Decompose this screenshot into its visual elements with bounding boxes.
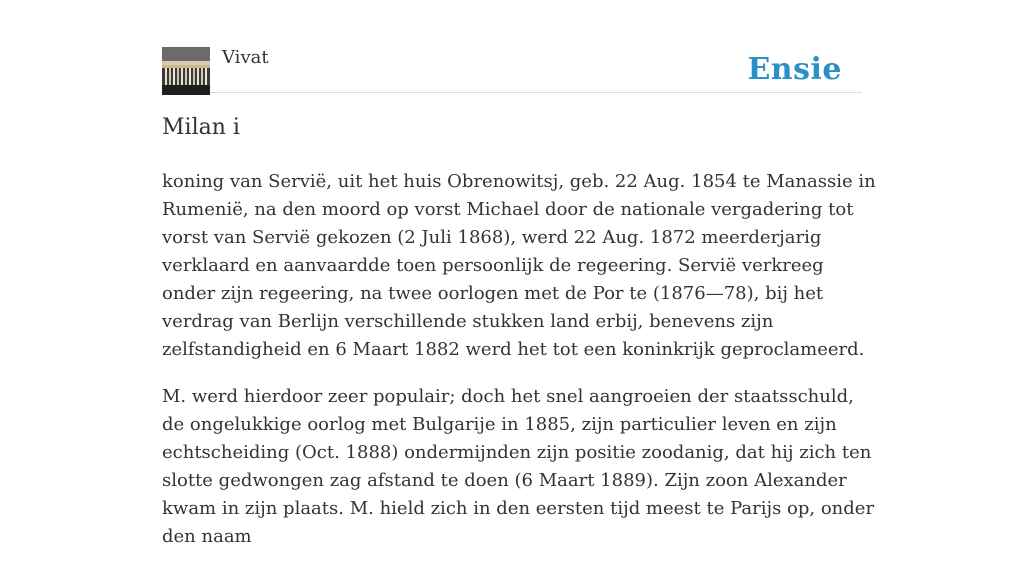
article-paragraph: M. werd hierdoor zeer populair; doch het snel aangroeien der staatsschuld, de ongelukkige oorlog met Bulgarije in 1885, zijn particulier leven en zijn echtscheiding (Oct. 1888) ondermijnden zijn positie zoodanig, dat hij zich ten slotte gedwongen zag afstand te doen (6 Maart 1889). Zijn zoon Alexander kwam in zijn plaats. M. hield zich in den eersten tijd meest te Parijs op, onder den naam <box>162 386 875 547</box>
article-title: Milan i <box>162 115 240 140</box>
article-page <box>162 0 876 547</box>
article-paragraph: koning van Servië, uit het huis Obrenowitsj, geb. 22 Aug. 1854 te Manassie in Rumenië, na den moord op vorst Michael door de nationale vergadering tot vorst van Servië gekozen (2 Juli 1868), werd 22 Aug. 1872 meerderjarig verklaard en aanvaardde toen persoonlijk de regeering. Servië verkreeg onder zijn regeering, na twee oorlogen met de Por te (1876—78), bij het verdrag van Berlijn verschillende stukken land erbij, benevens zijn zelfstandigheid en 6 Maart 1882 werd het tot een koninkrijk geproclameerd. <box>162 171 876 360</box>
brand-logo-link[interactable]: Ensie <box>747 52 842 87</box>
article-body <box>162 168 878 570</box>
source-name-link[interactable]: Vivat <box>222 47 269 68</box>
book-spines-icon <box>162 47 210 95</box>
header <box>162 46 862 93</box>
avatar[interactable] <box>162 47 210 95</box>
